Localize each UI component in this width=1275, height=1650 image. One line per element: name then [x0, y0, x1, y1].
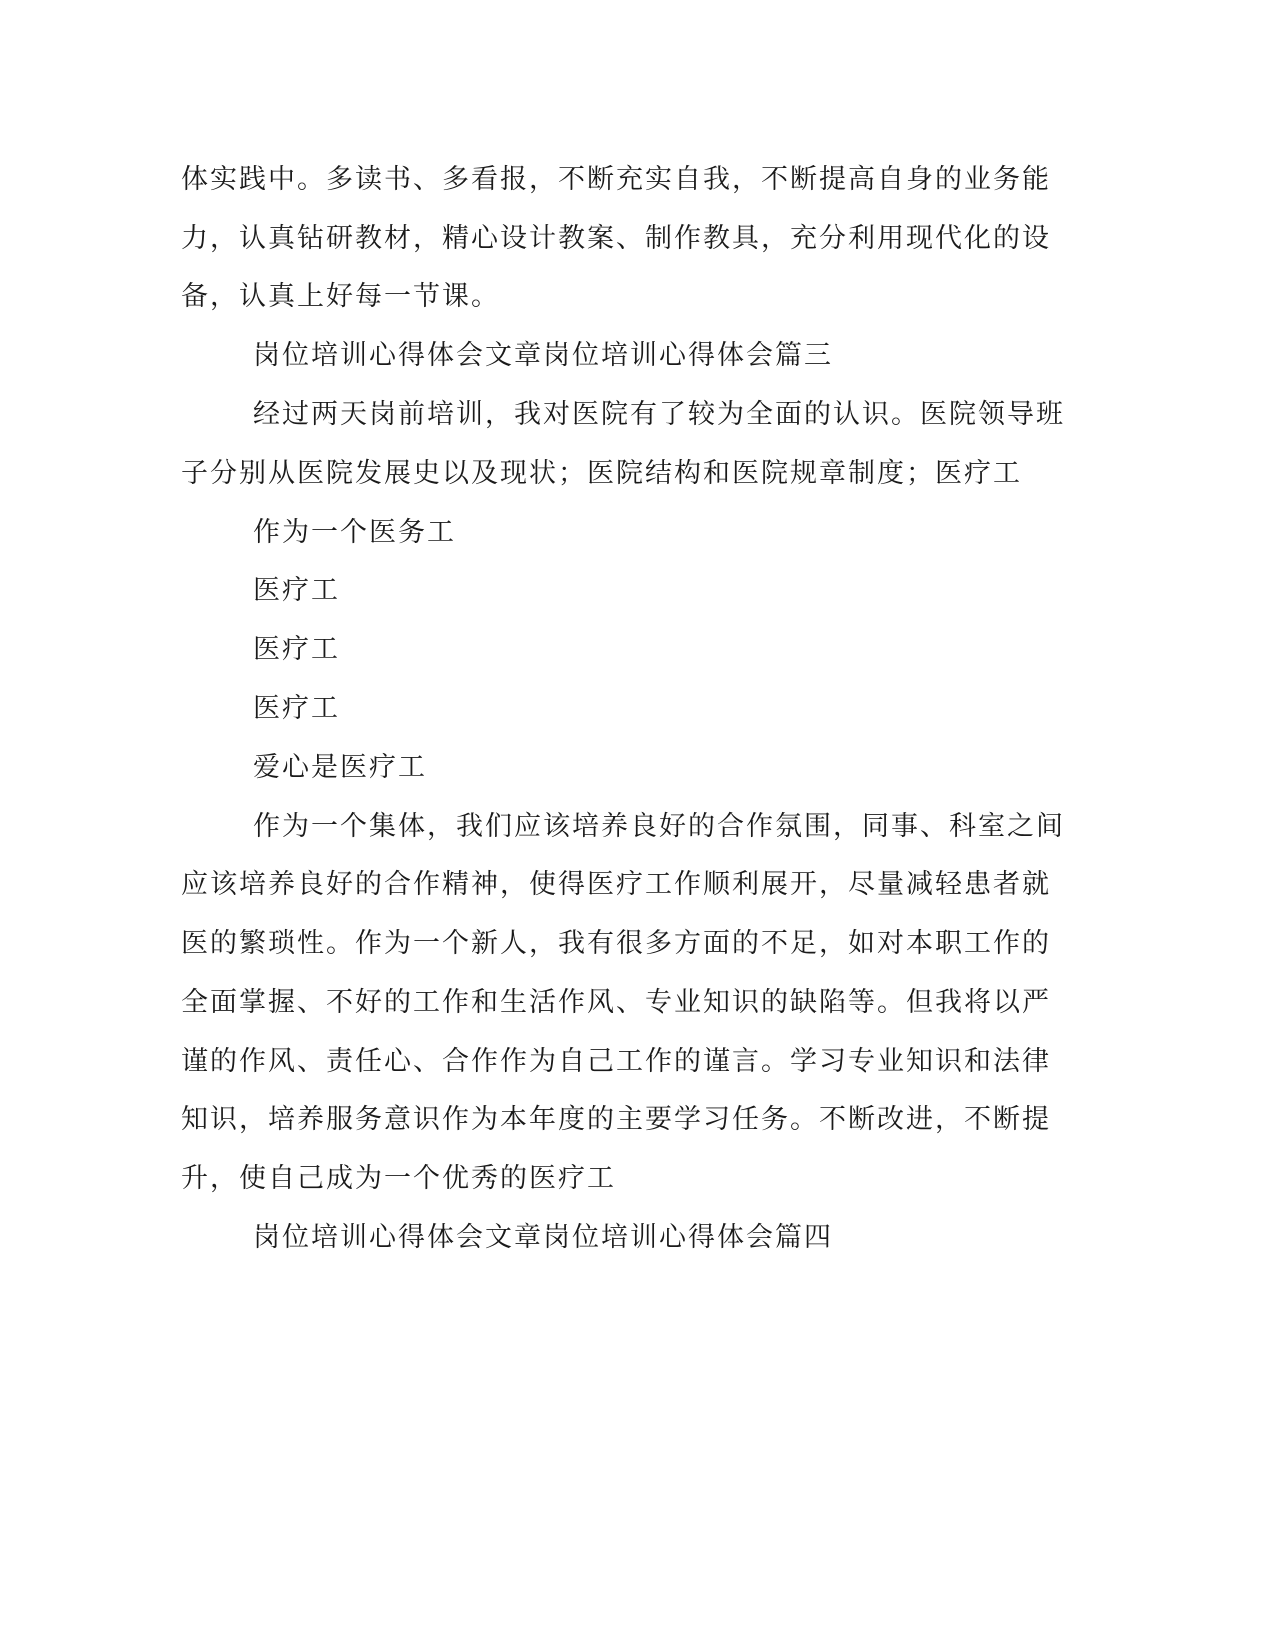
section-heading: 岗位培训心得体会文章岗位培训心得体会篇四	[253, 1222, 833, 1253]
text-line: 子分别从医院发展史以及现状；医院结构和医院规章制度；医疗工	[181, 458, 1022, 489]
text-line: 知识，培养服务意识作为本年度的主要学习任务。不断改进，不断提	[181, 1104, 1051, 1135]
text-line: 爱心是医疗工	[253, 752, 427, 783]
text-line: 备，认真上好每一节课。	[181, 281, 500, 312]
text-line: 应该培养良好的合作精神，使得医疗工作顺利展开，尽量减轻患者就	[181, 869, 1051, 900]
text-line: 谨的作风、责任心、合作作为自己工作的谨言。学习专业知识和法律	[181, 1046, 1051, 1077]
text-line: 作为一个医务工	[253, 517, 456, 548]
text-line: 医疗工	[253, 693, 340, 724]
text-line: 医疗工	[253, 634, 340, 665]
section-heading: 岗位培训心得体会文章岗位培训心得体会篇三	[253, 340, 833, 371]
text-line: 作为一个集体，我们应该培养良好的合作氛围，同事、科室之间	[253, 811, 1065, 842]
text-line: 医疗工	[253, 575, 340, 606]
text-line: 升，使自己成为一个优秀的医疗工	[181, 1163, 616, 1194]
text-line: 医的繁琐性。作为一个新人，我有很多方面的不足，如对本职工作的	[181, 928, 1051, 959]
text-line: 经过两天岗前培训，我对医院有了较为全面的认识。医院领导班	[253, 399, 1065, 430]
text-line: 全面掌握、不好的工作和生活作风、专业知识的缺陷等。但我将以严	[181, 987, 1051, 1018]
text-line: 力，认真钻研教材，精心设计教案、制作教具，充分利用现代化的设	[181, 223, 1051, 254]
text-line: 体实践中。多读书、多看报，不断充实自我，不断提高自身的业务能	[181, 164, 1051, 195]
